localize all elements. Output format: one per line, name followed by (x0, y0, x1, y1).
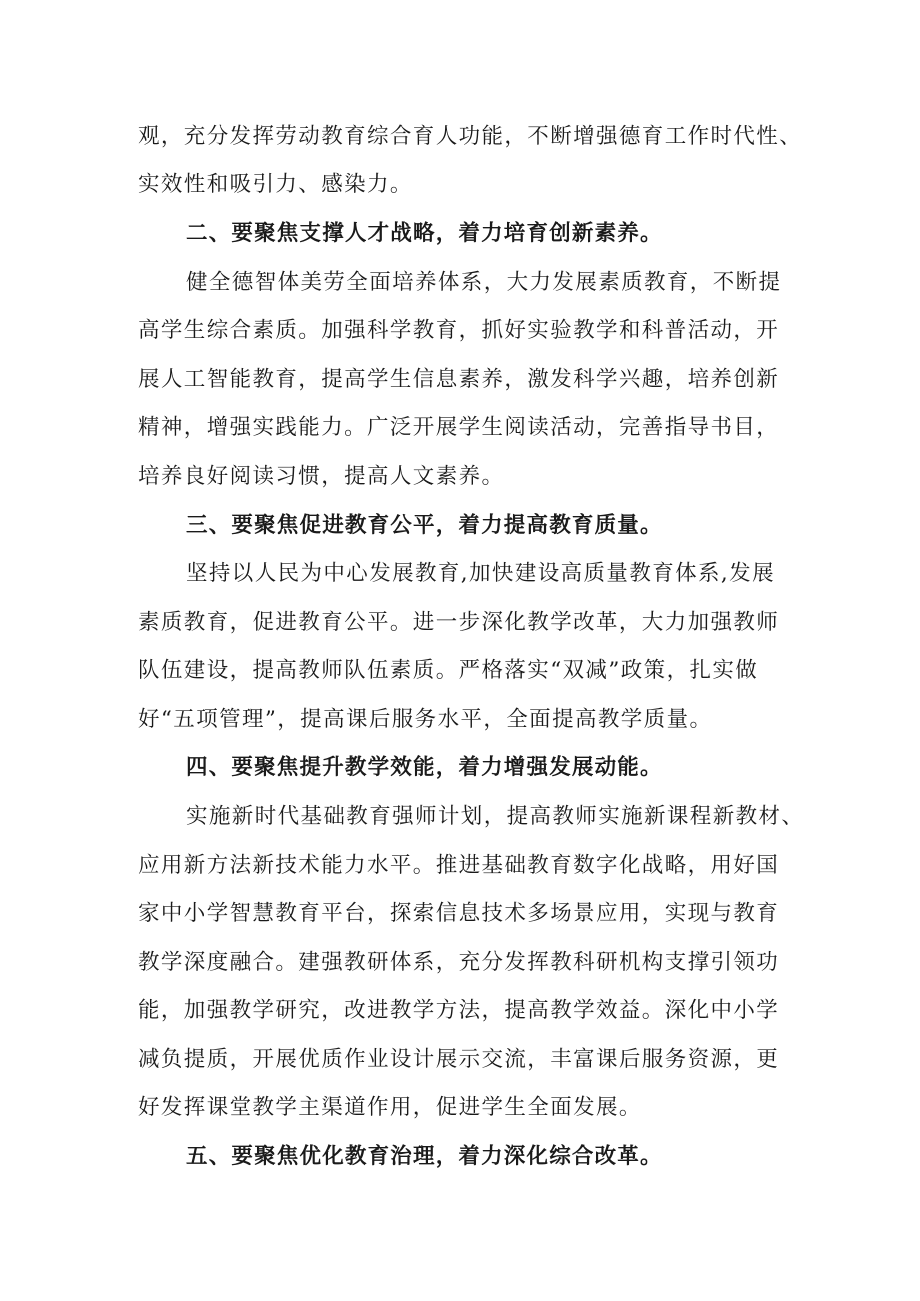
paragraph-line: 教学深度融合。建强教研体系，充分发挥教科研机构支撑引领功 (138, 950, 780, 975)
paragraph-line: 素质教育，促进教育公平。进一步深化教学改革，大力加强教师 (138, 610, 780, 635)
paragraph-line: 精神，增强实践能力。广泛开展学生阅读活动，完善指导书目， (138, 415, 780, 440)
intro-line: 实效性和吸引力、感染力。 (138, 172, 413, 197)
intro-line: 观，充分发挥劳动教育综合育人功能，不断增强德育工作时代性、 (138, 124, 803, 149)
paragraph-line: 坚持以人民为中心发展教育,加快建设高质量教育体系,发展 (186, 561, 775, 586)
paragraph-line: 应用新方法新技术能力水平。推进基础教育数字化战略，用好国 (138, 853, 780, 878)
section-heading: 三、要聚焦促进教育公平，着力提高教育质量。 (186, 513, 663, 538)
paragraph-line: 健全德智体美劳全面培养体系，大力发展素质教育，不断提 (186, 270, 782, 295)
paragraph-line: 实施新时代基础教育强师计划，提高教师实施新课程新教材、 (186, 804, 805, 829)
paragraph-line: 展人工智能教育，提高学生信息素养，激发科学兴趣，培养创新 (138, 367, 780, 392)
paragraph-line: 队伍建设，提高教师队伍素质。严格落实“双减”政策，扎实做 (138, 658, 759, 683)
paragraph-line: 减负提质，开展优质作业设计展示交流，丰富课后服务资源，更 (138, 1047, 780, 1072)
section-heading: 二、要聚焦支撑人才战略，着力培育创新素养。 (186, 221, 663, 246)
paragraph-line: 家中小学智慧教育平台，探索信息技术多场景应用，实现与教育 (138, 901, 780, 926)
section-heading: 五、要聚焦优化教育治理，着力深化综合改革。 (186, 1144, 663, 1169)
paragraph-line: 高学生综合素质。加强科学教育，抓好实验教学和科普活动，开 (138, 318, 780, 343)
section-heading: 四、要聚焦提升教学效能，着力增强发展动能。 (186, 755, 663, 780)
paragraph-line: 能，加强教学研究，改进教学方法，提高教学效益。深化中小学 (138, 998, 780, 1023)
paragraph-line: 好发挥课堂教学主渠道作用，促进学生全面发展。 (138, 1095, 642, 1120)
paragraph-line: 好“五项管理”，提高课后服务水平，全面提高教学质量。 (138, 707, 713, 732)
paragraph-line: 培养良好阅读习惯，提高人文素养。 (138, 464, 505, 489)
